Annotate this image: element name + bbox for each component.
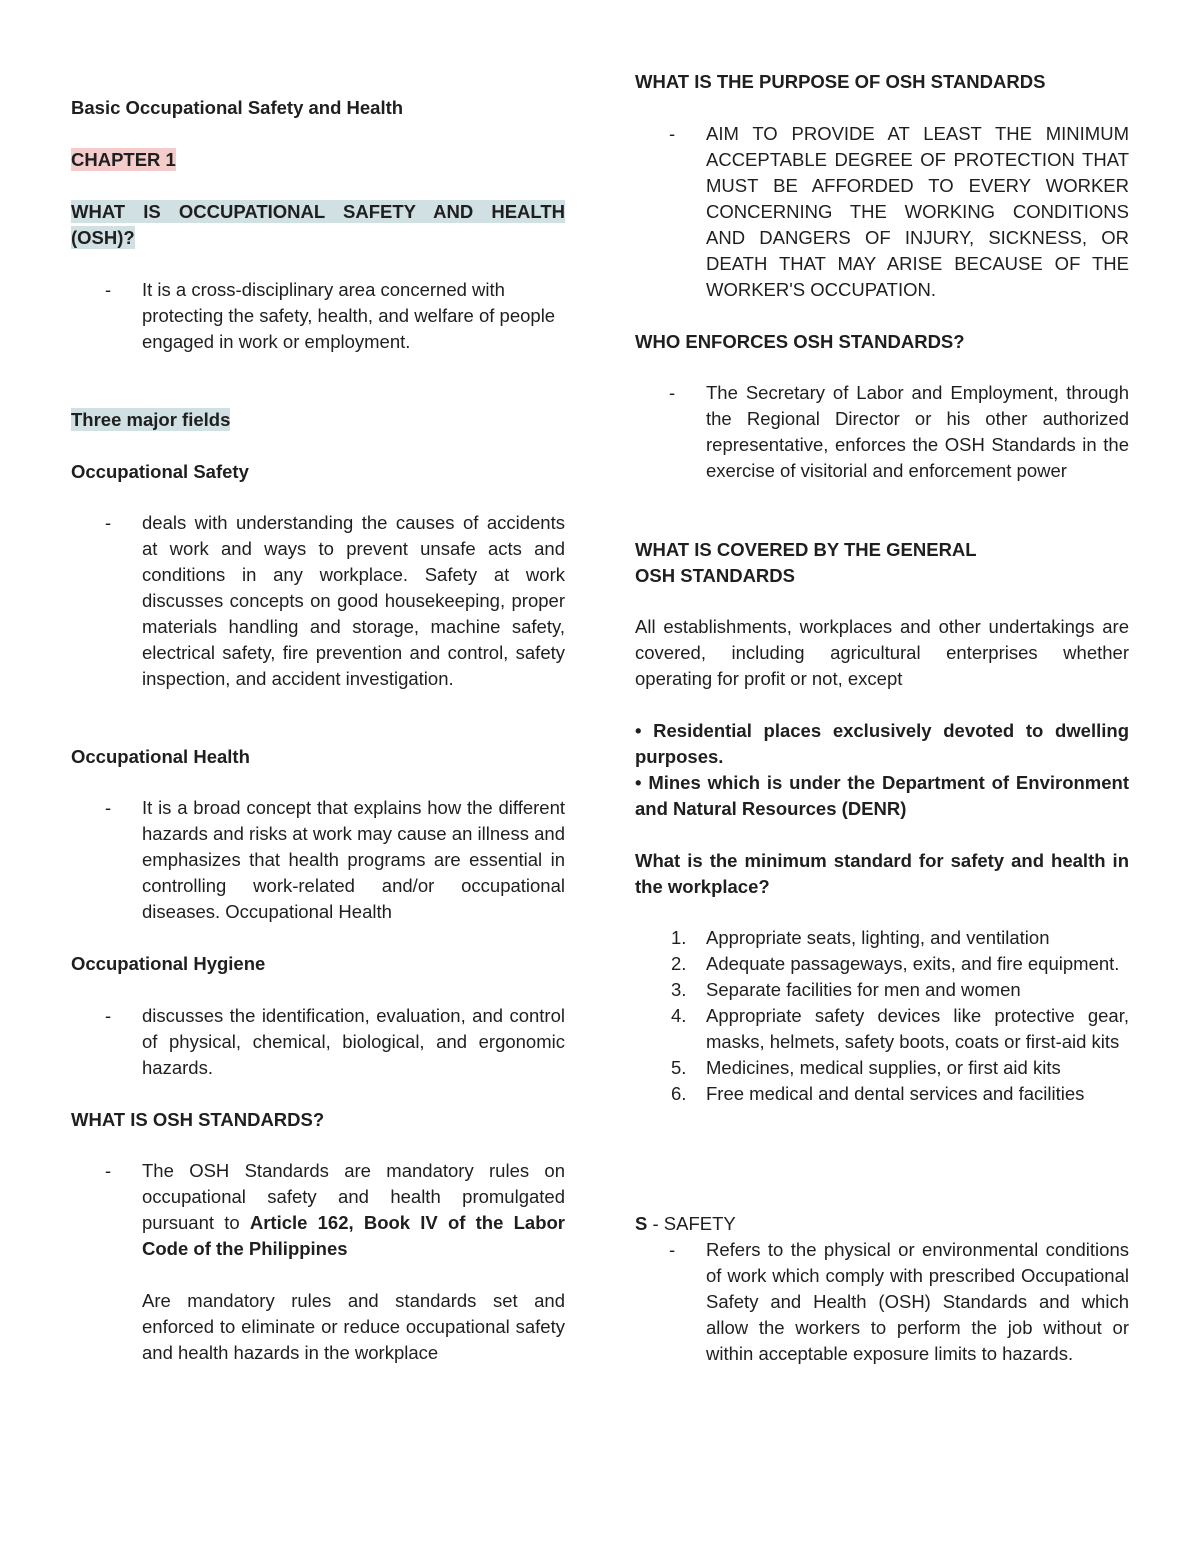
question-purpose: WHAT IS THE PURPOSE OF OSH STANDARDS	[635, 71, 1046, 92]
dash-bullet: -	[105, 797, 112, 818]
exception-residential: • Residential places exclusively devoted to dwelling purposes.	[635, 720, 1129, 767]
three-major-fields-text: Three major fields	[71, 409, 231, 430]
list-item: 6. Free medical and dental services and facilities	[671, 1083, 1085, 1104]
dash-bullet: -	[105, 1005, 112, 1026]
labor-code-reference: Article 162, Book IV of the Labor Code of the Philippines	[142, 1212, 565, 1259]
dash-bullet: -	[105, 512, 112, 533]
list-item: 3. Separate facilities for men and women	[671, 979, 1021, 1000]
osh-definition-item	[71, 277, 565, 355]
dash-bullet: -	[105, 279, 112, 300]
osh-standards-text-2: Are mandatory rules and standards set and enforced to eliminate or reduce occupational safety and health hazards in the workplace	[142, 1290, 565, 1363]
occupational-safety-heading: Occupational Safety	[71, 461, 249, 482]
list-item: 5. Medicines, medical supplies, or first aid kits	[671, 1057, 1061, 1078]
question-covered: WHAT IS COVERED BY THE GENERAL OSH STANDARDS	[635, 539, 977, 586]
dash-bullet: -	[669, 1239, 676, 1260]
dash-bullet: -	[669, 382, 676, 403]
osh-standards-item	[71, 1158, 565, 1262]
question-what-is-osh-text: WHAT IS OCCUPATIONAL SAFETY AND HEALTH (OSH)?	[71, 201, 565, 248]
osh-standards-text	[142, 1158, 565, 1262]
occupational-hygiene-item	[71, 1003, 565, 1081]
purpose-text: AIM TO PROVIDE AT LEAST THE MINIMUM ACCEPTABLE DEGREE OF PROTECTION THAT MUST BE AFFORDED TO EVERY WORKER CONCERNING THE WORKING CONDITIONS AND DANGERS OF INJURY, SICKNESS, OR DEATH THAT MAY ARISE BECAUSE OF THE WORKER'S OCCUPATION.	[706, 123, 1129, 300]
question-minimum-standard: What is the minimum standard for safety and health in the workplace?	[635, 850, 1129, 897]
list-item: 4. Appropriate safety devices like protective gear, masks, helmets, safety boots, coats or first-aid kits	[671, 1005, 1129, 1052]
minimum-standard-list	[635, 925, 1129, 1107]
osh-standards-text-pre: The OSH Standards are mandatory rules on occupational safety and health promulgated pursuant to	[142, 1160, 565, 1233]
question-what-is-osh	[71, 199, 565, 251]
osh-definition-text: It is a cross-disciplinary area concerned with protecting the safety, health, and welfare of people engaged in work or employment.	[142, 279, 556, 352]
occupational-safety-item	[71, 510, 565, 692]
covered-text: All establishments, workplaces and other undertakings are covered, including agricultural enterprises whether operating for profit or not, except	[635, 616, 1129, 689]
occupational-hygiene-heading: Occupational Hygiene	[71, 953, 266, 974]
chapter-heading	[71, 147, 565, 173]
osh-standards-item-2	[71, 1288, 565, 1366]
exception-mines: • Mines which is under the Department of Environment and Natural Resources (DENR)	[635, 772, 1129, 819]
dash-bullet: -	[669, 123, 676, 144]
occupational-health-text: It is a broad concept that explains how the different hazards and risks at work may cause an illness and emphasizes that health programs are essential in controlling work-related and/or occupational diseases. Occupational Health	[142, 797, 565, 922]
question-osh-standards: WHAT IS OSH STANDARDS?	[71, 1109, 325, 1130]
enforces-item	[635, 380, 1129, 484]
s-letter: S	[635, 1213, 648, 1234]
document-title: Basic Occupational Safety and Health	[71, 97, 404, 118]
occupational-safety-text: deals with understanding the causes of accidents at work and ways to prevent unsafe acts and conditions in any workplace. Safety at work discusses concepts on good housekeeping, proper materials handling and storage, machine safety, electrical safety, fire prevention and control, safety inspection, and accident investigation.	[142, 512, 565, 689]
three-major-fields-heading	[71, 407, 565, 433]
safety-definition-item	[635, 1237, 1129, 1367]
list-item: 1. Appropriate seats, lighting, and ventilation	[671, 927, 1050, 948]
enforces-text: The Secretary of Labor and Employment, through the Regional Director or his other authorized representative, enforces the OSH Standards in the exercise of visitorial and enforcement power	[706, 382, 1129, 481]
occupational-health-heading: Occupational Health	[71, 746, 250, 767]
s-safety-heading	[635, 1211, 1129, 1237]
occupational-health-item	[71, 795, 565, 925]
safety-definition-text: Refers to the physical or environmental conditions of work which comply with prescribed Occupational Safety and Health (OSH) Standards and which allow the workers to perform the job without or within acceptable exposure limits to hazards.	[706, 1239, 1129, 1364]
occupational-hygiene-text: discusses the identification, evaluation, and control of physical, chemical, biological, and ergonomic hazards.	[142, 1005, 565, 1078]
purpose-item	[635, 121, 1129, 303]
chapter-label: CHAPTER 1	[71, 149, 176, 170]
s-word: - SAFETY	[647, 1213, 736, 1234]
dash-bullet: -	[105, 1160, 112, 1181]
list-item: 2. Adequate passageways, exits, and fire equipment.	[671, 953, 1120, 974]
question-enforces: WHO ENFORCES OSH STANDARDS?	[635, 331, 965, 352]
